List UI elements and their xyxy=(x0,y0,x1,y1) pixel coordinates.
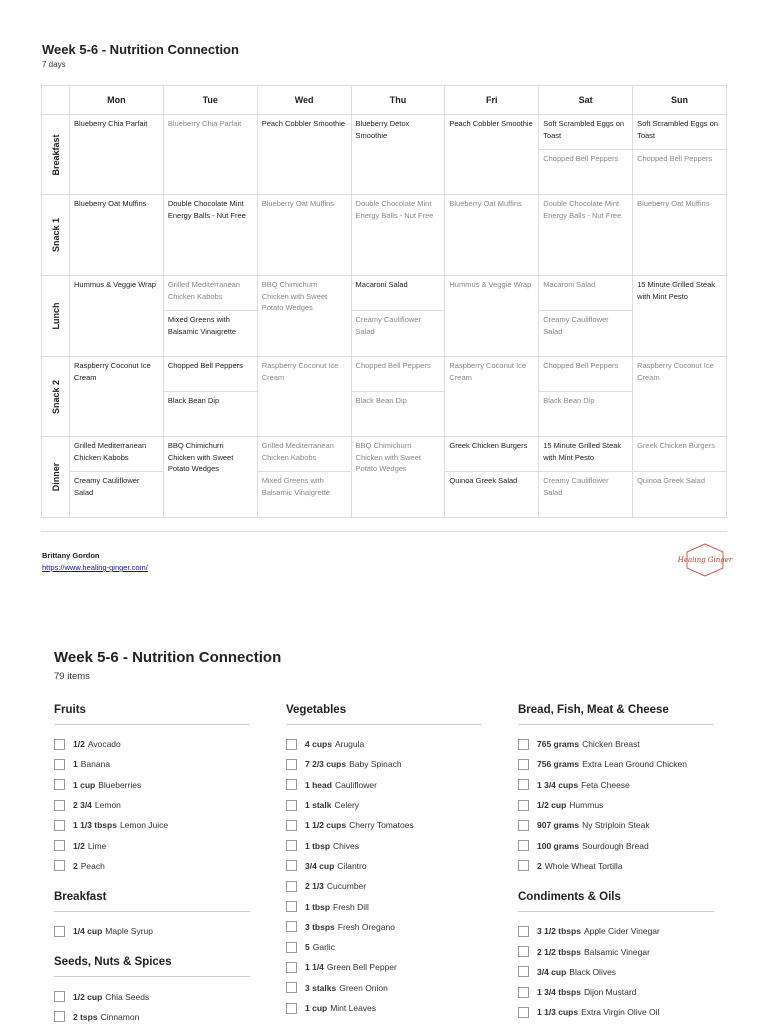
grocery-item xyxy=(518,815,714,835)
item-quantity: 1 head xyxy=(305,779,332,790)
day-header-thu: Thu xyxy=(351,86,445,115)
leftover-recipe-entry[interactable]: Raspberry Coconut Ice Cream xyxy=(261,361,339,382)
recipe-entry[interactable]: Blueberry Chia Parfait xyxy=(74,119,148,128)
item-checkbox[interactable] xyxy=(54,759,65,770)
grocery-item xyxy=(518,795,714,815)
meal-label-cell xyxy=(42,115,70,195)
item-name: Ny Striploin Steak xyxy=(582,820,650,831)
item-checkbox[interactable] xyxy=(54,779,65,790)
category-heading-fruits: Fruits xyxy=(54,704,250,725)
plan-cell xyxy=(163,357,257,437)
item-quantity: 3 tbsps xyxy=(305,921,335,932)
item-quantity: 756 grams xyxy=(537,759,580,770)
item-quantity: 3 1/2 tbsps xyxy=(537,926,581,937)
plan-cell xyxy=(257,437,351,518)
item-quantity: 100 grams xyxy=(537,840,580,851)
recipe-entry[interactable]: Chopped Bell Peppers xyxy=(167,361,243,370)
recipe-entry[interactable]: 15 Minute Grilled Steak with Mint Pesto xyxy=(543,441,622,462)
item-quantity: 1 stalk xyxy=(305,800,332,811)
plan-cell xyxy=(257,195,351,276)
healing-ginger-logo xyxy=(677,543,733,577)
item-quantity: 3/4 cup xyxy=(305,860,335,871)
item-checkbox[interactable] xyxy=(286,840,297,851)
plan-cell xyxy=(70,357,164,437)
item-name: Black Olives xyxy=(569,966,617,977)
grocery-list-title: Week 5-6 - Nutrition Connection xyxy=(54,649,282,666)
plan-cell xyxy=(445,115,539,195)
table-corner xyxy=(42,86,70,115)
item-name: Chicken Breast xyxy=(582,739,640,750)
item-checkbox[interactable] xyxy=(286,962,297,973)
item-name: Celery xyxy=(334,800,360,811)
leftover-recipe-entry[interactable]: Macaroni Salad xyxy=(543,280,596,289)
leftover-recipe-entry[interactable]: Chopped Bell Peppers xyxy=(355,361,431,370)
grocery-column-2 xyxy=(286,704,482,1018)
item-checkbox[interactable] xyxy=(54,739,65,750)
item-name: Hummus xyxy=(569,800,604,811)
grocery-item xyxy=(518,982,714,1002)
item-quantity: 1 cup xyxy=(73,779,96,790)
item-name: Avocado xyxy=(87,739,121,750)
recipe-entry[interactable]: Raspberry Coconut Ice Cream xyxy=(74,361,151,382)
item-checkbox[interactable] xyxy=(518,759,529,770)
plan-cell xyxy=(539,357,633,437)
item-name: Feta Cheese xyxy=(581,779,630,790)
item-quantity: 2 tsps xyxy=(73,1011,98,1022)
plan-cell xyxy=(70,276,164,357)
grocery-item xyxy=(286,876,482,896)
leftover-recipe-entry[interactable]: Double Chocolate Mint Energy Balls - Nut Free xyxy=(543,199,622,220)
plan-cell xyxy=(539,115,633,195)
grocery-item xyxy=(286,835,482,855)
item-name: Chives xyxy=(333,840,360,851)
recipe-entry[interactable]: Quinoa Greek Salad xyxy=(445,471,538,505)
meal-row-dinner xyxy=(42,437,727,518)
leftover-recipe-entry[interactable]: Greek Chicken Burgers xyxy=(637,441,716,450)
grocery-item xyxy=(518,941,714,961)
leftover-recipe-entry[interactable]: Blueberry Oat Muffins xyxy=(637,199,710,208)
grocery-item xyxy=(286,937,482,957)
plan-cell xyxy=(633,115,727,195)
item-quantity: 1 1/3 cups xyxy=(537,1007,579,1018)
leftover-recipe-entry[interactable]: Black Bean Dip xyxy=(352,391,445,425)
item-checkbox[interactable] xyxy=(286,820,297,831)
meal-label-cell xyxy=(42,195,70,276)
author-name: Brittany Gordon xyxy=(42,551,100,560)
item-quantity: 907 grams xyxy=(537,820,580,831)
plan-cell xyxy=(70,437,164,518)
leftover-recipe-entry[interactable]: Hummus & Veggie Wrap xyxy=(449,280,532,289)
item-name: Banana xyxy=(80,759,111,770)
grocery-item xyxy=(54,986,250,1006)
item-name: Cinnamon xyxy=(100,1011,140,1022)
grocery-item xyxy=(518,775,714,795)
grocery-item xyxy=(518,962,714,982)
grocery-item xyxy=(54,1007,250,1027)
grocery-column-3 xyxy=(518,704,714,1023)
item-quantity: 1 3/4 tbsps xyxy=(537,987,581,998)
leftover-recipe-entry[interactable]: Raspberry Coconut Ice Cream xyxy=(637,361,714,382)
recipe-entry[interactable]: Greek Chicken Burgers xyxy=(449,441,528,450)
day-header-sat: Sat xyxy=(539,86,633,115)
item-name: Extra Lean Ground Chicken xyxy=(582,759,687,770)
meal-plan-table xyxy=(41,85,727,518)
grocery-list-count: 79 items xyxy=(54,671,90,682)
item-name: Cherry Tomatoes xyxy=(349,820,414,831)
leftover-recipe-entry[interactable]: Mixed Greens with Balsamic Vinaigrette xyxy=(258,471,351,505)
item-name: Sourdough Bread xyxy=(582,840,649,851)
grocery-item xyxy=(54,856,250,876)
item-quantity: 1 cup xyxy=(305,1003,328,1013)
grocery-item xyxy=(286,917,482,937)
recipe-entry[interactable]: Blueberry Oat Muffins xyxy=(74,199,147,208)
leftover-recipe-entry[interactable]: BBQ Chimichurri Chicken with Sweet Potato Wedges xyxy=(261,280,328,312)
item-quantity: 1 1/4 xyxy=(305,962,324,973)
plan-cell xyxy=(257,357,351,437)
item-checkbox[interactable] xyxy=(286,901,297,912)
leftover-recipe-entry[interactable]: Creamy Cauliflower Salad xyxy=(352,310,445,344)
item-checkbox[interactable] xyxy=(54,860,65,871)
item-checkbox[interactable] xyxy=(286,982,297,993)
item-quantity: 3/4 cup xyxy=(537,966,567,977)
plan-cell xyxy=(163,276,257,357)
grocery-item xyxy=(518,754,714,774)
leftover-recipe-entry[interactable]: Blueberry Oat Muffins xyxy=(449,199,522,208)
item-quantity: 3 stalks xyxy=(305,982,337,993)
item-checkbox[interactable] xyxy=(518,820,529,831)
grocery-item xyxy=(286,734,482,754)
meal-label: Lunch xyxy=(50,302,61,330)
item-checkbox[interactable] xyxy=(286,881,297,892)
plan-cell xyxy=(445,357,539,437)
logo-text: Healing Ginger xyxy=(677,556,733,564)
meal-plan-title: Week 5-6 - Nutrition Connection xyxy=(42,42,239,57)
item-checkbox[interactable] xyxy=(54,820,65,831)
plan-cell xyxy=(445,437,539,518)
item-checkbox[interactable] xyxy=(518,840,529,851)
recipe-entry[interactable]: Grilled Mediterranean Chicken Kabobs xyxy=(74,441,147,462)
day-header-fri: Fri xyxy=(445,86,539,115)
item-checkbox[interactable] xyxy=(518,739,529,750)
plan-cell xyxy=(257,276,351,357)
item-name: Mint Leaves xyxy=(330,1003,377,1013)
item-quantity: 1/2 xyxy=(73,739,85,750)
meal-label-cell xyxy=(42,357,70,437)
meal-row-lunch xyxy=(42,276,727,357)
grocery-item xyxy=(286,978,482,998)
item-quantity: 2 xyxy=(73,860,78,871)
leftover-recipe-entry[interactable]: Creamy Cauliflower Salad xyxy=(539,310,632,344)
day-header-tue: Tue xyxy=(163,86,257,115)
plan-cell xyxy=(351,437,445,518)
item-quantity: 1 tbsp xyxy=(305,840,331,851)
leftover-recipe-entry[interactable]: BBQ Chimichurri Chicken with Sweet Potato Wedges xyxy=(355,441,421,473)
item-checkbox[interactable] xyxy=(54,991,65,1002)
grocery-item xyxy=(54,734,250,754)
item-name: Cauliflower xyxy=(334,779,377,790)
recipe-entry[interactable]: Double Chocolate Mint Energy Balls - Nut Free xyxy=(167,199,246,220)
category-heading-breakfast: Breakfast xyxy=(54,891,250,912)
item-name: Apple Cider Vinegar xyxy=(583,926,660,937)
item-name: Dijon Mustard xyxy=(583,987,637,998)
grocery-item xyxy=(518,734,714,754)
plan-cell xyxy=(351,115,445,195)
plan-cell xyxy=(351,357,445,437)
grocery-item xyxy=(286,957,482,977)
plan-cell xyxy=(445,276,539,357)
day-header-mon: Mon xyxy=(70,86,164,115)
day-header-sun: Sun xyxy=(633,86,727,115)
item-name: Fresh Dill xyxy=(333,901,369,912)
grocery-item xyxy=(286,896,482,916)
leftover-recipe-entry[interactable]: Raspberry Coconut Ice Cream xyxy=(449,361,527,382)
item-name: Peach xyxy=(80,860,105,871)
item-checkbox[interactable] xyxy=(518,1007,529,1018)
item-name: Arugula xyxy=(334,739,365,750)
plan-cell xyxy=(539,276,633,357)
item-checkbox[interactable] xyxy=(286,800,297,811)
leftover-recipe-entry[interactable]: Chopped Bell Peppers xyxy=(539,149,632,183)
item-name: Lemon Juice xyxy=(119,820,169,831)
grocery-item xyxy=(54,815,250,835)
leftover-recipe-entry[interactable]: Grilled Mediterranean Chicken Kabobs xyxy=(261,441,334,462)
grocery-item xyxy=(286,815,482,835)
item-checkbox[interactable] xyxy=(286,759,297,770)
recipe-entry[interactable]: Hummus & Veggie Wrap xyxy=(74,280,156,289)
item-name: Fresh Oregano xyxy=(337,921,395,932)
recipe-entry[interactable]: Creamy Cauliflower Salad xyxy=(70,471,163,505)
item-checkbox[interactable] xyxy=(518,966,529,977)
item-checkbox[interactable] xyxy=(518,926,529,937)
leftover-recipe-entry[interactable]: Chopped Bell Peppers xyxy=(543,361,619,370)
day-header-wed: Wed xyxy=(257,86,351,115)
grocery-column-1 xyxy=(54,704,250,1027)
meal-label: Breakfast xyxy=(50,133,61,176)
grocery-item xyxy=(518,921,714,941)
meal-row-snack-2 xyxy=(42,357,727,437)
item-name: Baby Spinach xyxy=(349,759,402,770)
item-checkbox[interactable] xyxy=(518,946,529,957)
meal-row-breakfast xyxy=(42,115,727,195)
item-checkbox[interactable] xyxy=(286,739,297,750)
recipe-entry[interactable]: 15 Minute Grilled Steak with Mint Pesto xyxy=(637,280,716,301)
item-checkbox[interactable] xyxy=(54,800,65,811)
meal-plan-subtitle: 7 days xyxy=(42,60,66,69)
author-website-link[interactable]: https://www.healing-ginger.com/ xyxy=(42,563,148,572)
plan-cell xyxy=(633,276,727,357)
item-name: Cucumber xyxy=(326,881,367,892)
item-name: Balsamic Vinegar xyxy=(583,946,650,957)
item-name: Lemon xyxy=(94,800,121,811)
item-checkbox[interactable] xyxy=(286,921,297,932)
item-quantity: 2 xyxy=(537,860,542,871)
leftover-recipe-entry[interactable]: Chopped Bell Peppers xyxy=(633,149,726,183)
item-quantity: 1 1/2 cups xyxy=(305,820,347,831)
item-quantity: 1/2 cup xyxy=(73,991,103,1002)
item-name: Lime xyxy=(87,840,107,851)
recipe-entry[interactable]: Soft Scrambled Eggs on Toast xyxy=(543,119,625,140)
item-checkbox[interactable] xyxy=(518,987,529,998)
grocery-item xyxy=(54,795,250,815)
item-checkbox[interactable] xyxy=(54,840,65,851)
leftover-recipe-entry[interactable]: Black Bean Dip xyxy=(539,391,632,425)
plan-cell xyxy=(633,195,727,276)
item-name: Extra Virgin Olive Oil xyxy=(581,1007,660,1018)
plan-cell xyxy=(351,276,445,357)
item-quantity: 1/2 cup xyxy=(537,800,567,811)
item-quantity: 5 xyxy=(305,942,310,953)
plan-cell xyxy=(163,195,257,276)
item-name: Maple Syrup xyxy=(105,926,154,937)
item-checkbox[interactable] xyxy=(518,779,529,790)
item-quantity: 7 2/3 cups xyxy=(305,759,347,770)
item-name: Green Onion xyxy=(339,982,388,993)
plan-cell xyxy=(633,437,727,518)
item-name: Garlic xyxy=(312,942,335,953)
grocery-item xyxy=(518,835,714,855)
item-name: Whole Wheat Tortilla xyxy=(544,860,623,871)
recipe-entry[interactable]: Black Bean Dip xyxy=(164,391,257,425)
category-heading-seeds-nuts-spices: Seeds, Nuts & Spices xyxy=(54,956,250,977)
item-name: Chia Seeds xyxy=(105,991,150,1002)
recipe-entry[interactable]: Peach Cobbler Smoothie xyxy=(449,119,533,128)
recipe-entry[interactable]: Soft Scrambled Eggs on Toast xyxy=(637,119,718,140)
footer-divider xyxy=(41,531,727,532)
item-quantity: 2 3/4 xyxy=(73,800,92,811)
plan-cell xyxy=(163,437,257,518)
grocery-item xyxy=(54,775,250,795)
grocery-item xyxy=(286,795,482,815)
category-heading-bread-fish-meat-cheese: Bread, Fish, Meat & Cheese xyxy=(518,704,714,725)
leftover-recipe-entry[interactable]: Double Chocolate Mint Energy Balls - Nut Free xyxy=(355,199,434,220)
item-quantity: 1/4 cup xyxy=(73,926,103,937)
item-quantity: 1 1/3 tbsps xyxy=(73,820,117,831)
meal-row-snack-1 xyxy=(42,195,727,276)
meal-label: Dinner xyxy=(50,462,61,492)
leftover-recipe-entry[interactable]: Creamy Cauliflower Salad xyxy=(539,471,632,505)
meal-label: Snack 2 xyxy=(50,379,61,414)
meal-label-cell xyxy=(42,276,70,357)
grocery-item xyxy=(518,1002,714,1022)
grocery-item xyxy=(54,835,250,855)
item-name: Cilantro xyxy=(337,860,367,871)
item-checkbox[interactable] xyxy=(54,1011,65,1022)
grocery-item xyxy=(286,775,482,795)
item-name: Green Bell Pepper xyxy=(326,962,397,973)
meal-label-cell xyxy=(42,437,70,518)
item-checkbox[interactable] xyxy=(286,860,297,871)
leftover-recipe-entry[interactable]: Blueberry Oat Muffins xyxy=(261,199,335,208)
item-quantity: 1 3/4 cups xyxy=(537,779,579,790)
plan-cell xyxy=(70,195,164,276)
meal-label: Snack 1 xyxy=(50,217,61,253)
recipe-entry[interactable]: BBQ Chimichurri Chicken with Sweet Potato Wedges xyxy=(167,441,234,473)
recipe-entry[interactable]: Mixed Greens with Balsamic Vinaigrette xyxy=(164,310,257,344)
recipe-entry[interactable]: Blueberry Detox Smoothie xyxy=(355,119,410,140)
recipe-entry[interactable]: Peach Cobbler Smoothie xyxy=(261,119,346,128)
plan-cell xyxy=(633,357,727,437)
item-quantity: 1 xyxy=(73,759,78,770)
leftover-recipe-entry[interactable]: Quinoa Greek Salad xyxy=(633,471,726,505)
plan-cell xyxy=(163,115,257,195)
item-quantity: 765 grams xyxy=(537,739,580,750)
item-checkbox[interactable] xyxy=(286,942,297,953)
item-quantity: 2 1/2 tbsps xyxy=(537,946,581,957)
item-checkbox[interactable] xyxy=(518,860,529,871)
plan-cell xyxy=(70,115,164,195)
category-heading-condiments-oils: Condiments & Oils xyxy=(518,891,714,912)
item-checkbox[interactable] xyxy=(286,779,297,790)
item-name: Blueberries xyxy=(98,779,142,790)
plan-cell xyxy=(445,195,539,276)
plan-cell xyxy=(539,437,633,518)
recipe-entry[interactable]: Macaroni Salad xyxy=(355,280,408,289)
item-quantity: 1 tbsp xyxy=(305,901,331,912)
item-checkbox[interactable] xyxy=(286,1003,297,1014)
grocery-item xyxy=(286,856,482,876)
grocery-item xyxy=(286,998,482,1018)
plan-cell xyxy=(539,195,633,276)
item-quantity: 1/2 xyxy=(73,840,85,851)
grocery-item xyxy=(518,856,714,876)
leftover-recipe-entry[interactable]: Blueberry Chia Parfait xyxy=(167,119,242,128)
plan-cell xyxy=(351,195,445,276)
grocery-item xyxy=(54,754,250,774)
leftover-recipe-entry[interactable]: Grilled Mediterranean Chicken Kabobs xyxy=(167,280,240,301)
item-checkbox[interactable] xyxy=(54,926,65,937)
grocery-item xyxy=(286,754,482,774)
category-heading-vegetables: Vegetables xyxy=(286,704,482,725)
item-quantity: 2 1/3 xyxy=(305,881,324,892)
plan-cell xyxy=(257,115,351,195)
item-quantity: 4 cups xyxy=(305,739,332,750)
item-checkbox[interactable] xyxy=(518,800,529,811)
grocery-item xyxy=(54,921,250,941)
